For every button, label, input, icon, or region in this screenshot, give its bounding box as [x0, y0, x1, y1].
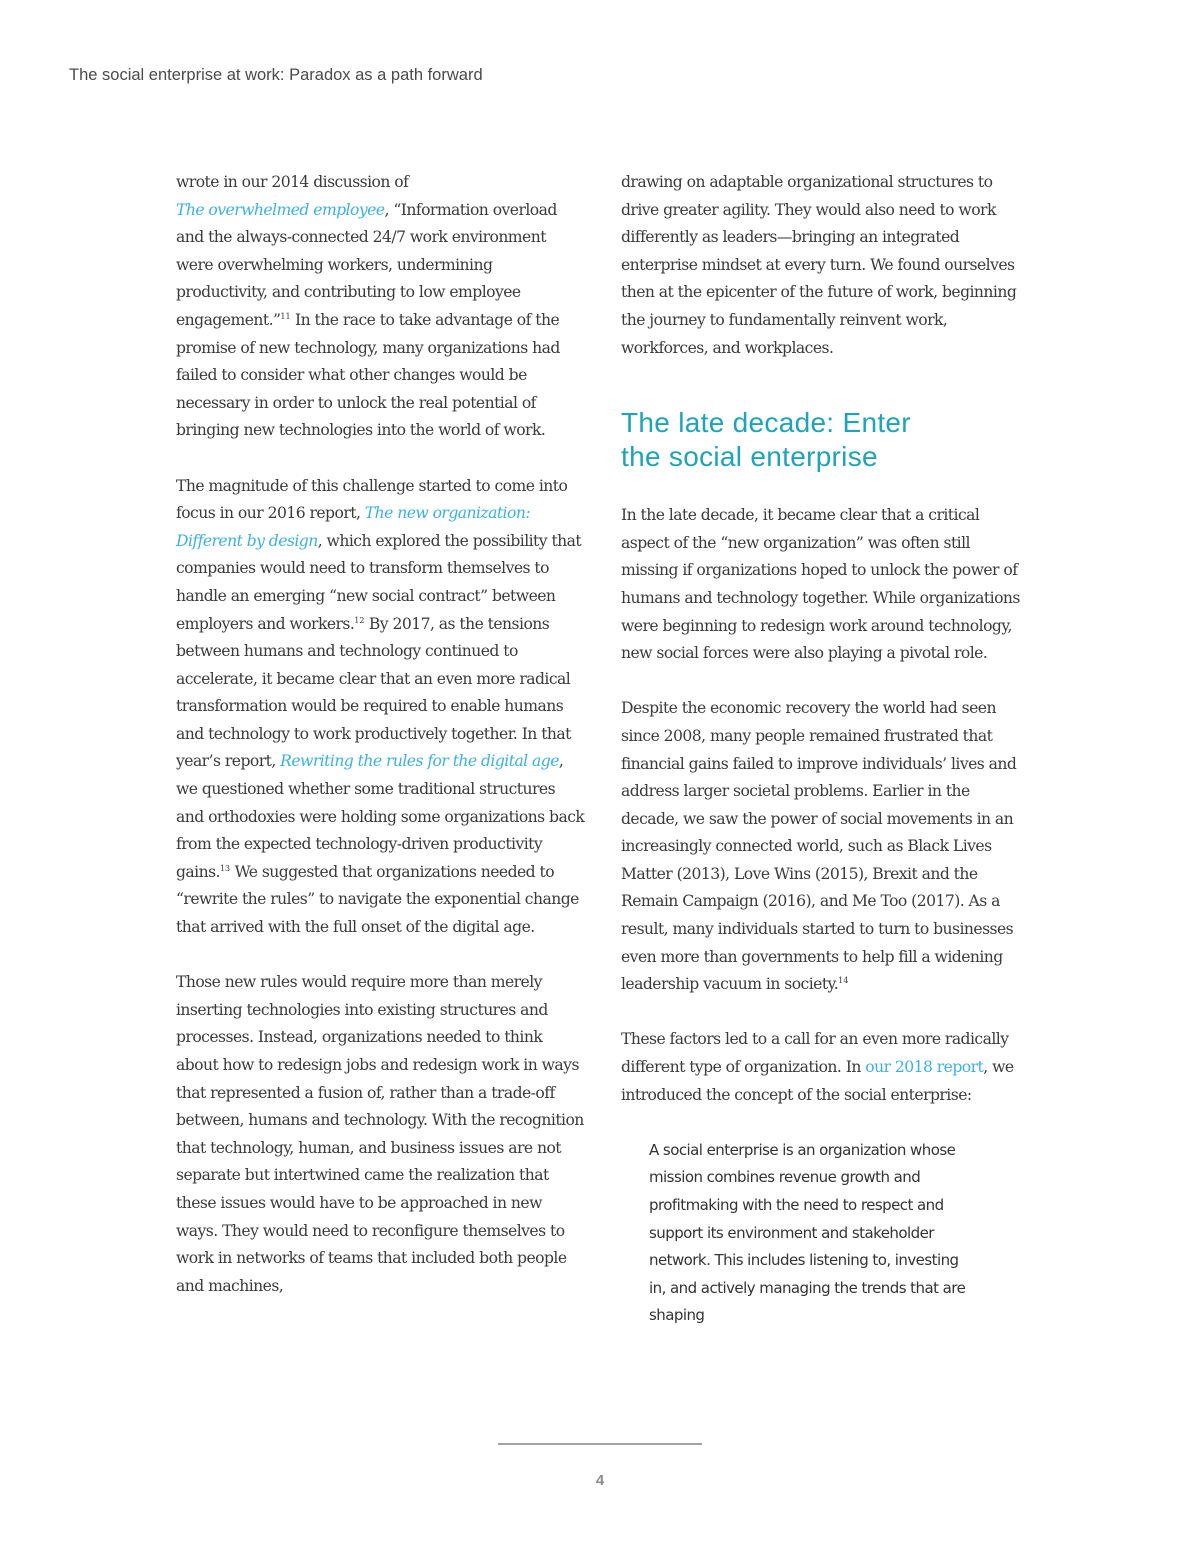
right-paragraph-2: In the late decade, it became clear that a critical aspect of the “new organization” was often still missing if organizations hoped to unlock the power of humans and technology together. While organizations were beginning to redesign work around technology, new social forces were also playing a pivotal role. [621, 506, 1020, 663]
footnote-12: 12 [354, 615, 365, 625]
right-paragraph-3 [621, 695, 1031, 999]
link-overwhelmed-employee[interactable]: The overwhelmed employee [176, 200, 385, 219]
right-paragraph-1: drawing on adaptable organizational structures to drive greater agility. They would also need to work differently as leaders—bringing an integrated enterprise mindset at every turn. We found ourselves then at the epicenter of the future of work, beginning the journey to fundamentally reinvent work, workforces, and workplaces. [621, 173, 1017, 357]
left-p2-text-d: , we questioned whether some traditional structures and orthodoxies were holding some organizations back from the expected technology-driven productivity gains. [176, 752, 585, 881]
link-rewriting-the-rules[interactable]: Rewriting the rules for the digital age [280, 752, 559, 771]
section-heading-line-1: The late decade: Enter [621, 407, 911, 439]
page-number: 4 [595, 1472, 605, 1489]
footnote-13: 13 [219, 863, 231, 873]
right-paragraph-4 [621, 1026, 1031, 1109]
left-p2-text-c: By 2017, as the tensions between humans and technology continued to accelerate, it became clear that an even more radical transformation would be required to enable humans and technology to work productively together. In that year’s report, [176, 614, 571, 771]
footnote-11: 11 [280, 311, 291, 321]
right-p3-text: Despite the economic recovery the world had seen since 2008, many people remained frustrated that financial gains failed to improve individuals’ lives and address larger societal problems. Earlier in the decade, we saw the power of social movements in an increasingly connected world, such as Black Lives Matter (2013), Love Wins (2015), Brexit and the Remain Campaign (2016), and Me Too (2017). As a result, many individuals started to turn to businesses even more than governments to help fill a widening leadership vacuum in society. [621, 699, 1017, 994]
left-paragraph-1 [176, 169, 576, 445]
link-new-organization[interactable]: The new organization: Different by design [176, 504, 531, 550]
left-p1-text-a: wrote in our 2014 discussion of [176, 173, 409, 191]
left-p2-text-b: , which explored the possibility that companies would need to transform themselves to handle an emerging “new social contract” between employers and workers. [176, 531, 582, 633]
definition-quote: A social enterprise is an organization whose mission combines revenue growth and profitmaking with the need to respect and support its environment and stakeholder network. This includes listening to, investing in, and actively managing the trends that are shaping [649, 1140, 966, 1325]
right-p4-text-b: , we introduced the concept of the social enterprise: [621, 1058, 1014, 1104]
right-p4-text-a: These factors led to a call for an even more radically different type of organization. In [621, 1030, 1009, 1077]
link-2018-report[interactable]: our 2018 report [865, 1058, 984, 1077]
section-heading [621, 406, 1031, 474]
left-p2-text-e: We suggested that organizations needed to “rewrite the rules” to navigate the exponential change that arrived with the full onset of the digital age. [176, 862, 579, 937]
left-column [176, 169, 586, 1300]
footer-divider [498, 1443, 702, 1445]
left-p1-text-b: , “Information overload and the always-connected 24/7 work environment were overwhelming workers, undermining productivity, and contributing to low employee engagement.” [176, 200, 557, 329]
right-column [621, 169, 1031, 1330]
running-header: The social enterprise at work: Paradox as a path forward [69, 66, 483, 84]
left-paragraph-3: Those new rules would require more than merely inserting technologies into existing structures and processes. Instead, organizations needed to think about how to redesign jobs and redesign work in ways that represented a fusion of, rather than a trade-off between, humans and technology. With the recognition that technology, human, and business issues are not separate but intertwined came the realization that these issues would have to be approached in new ways. They would need to reconfigure themselves to work in networks of teams that included both people and machines, [176, 973, 584, 1295]
left-p1-text-c: In the race to take advantage of the promise of new technology, many organizations had failed to consider what other changes would be necessary in order to unlock the real potential of bringing new technologies into the world of work. [176, 310, 560, 440]
left-paragraph-2 [176, 473, 586, 942]
footnote-14: 14 [838, 976, 849, 986]
left-p2-text-a: The magnitude of this challenge started to come into focus in our 2016 report, [176, 476, 568, 523]
section-heading-line-2: the social enterprise [621, 441, 878, 473]
